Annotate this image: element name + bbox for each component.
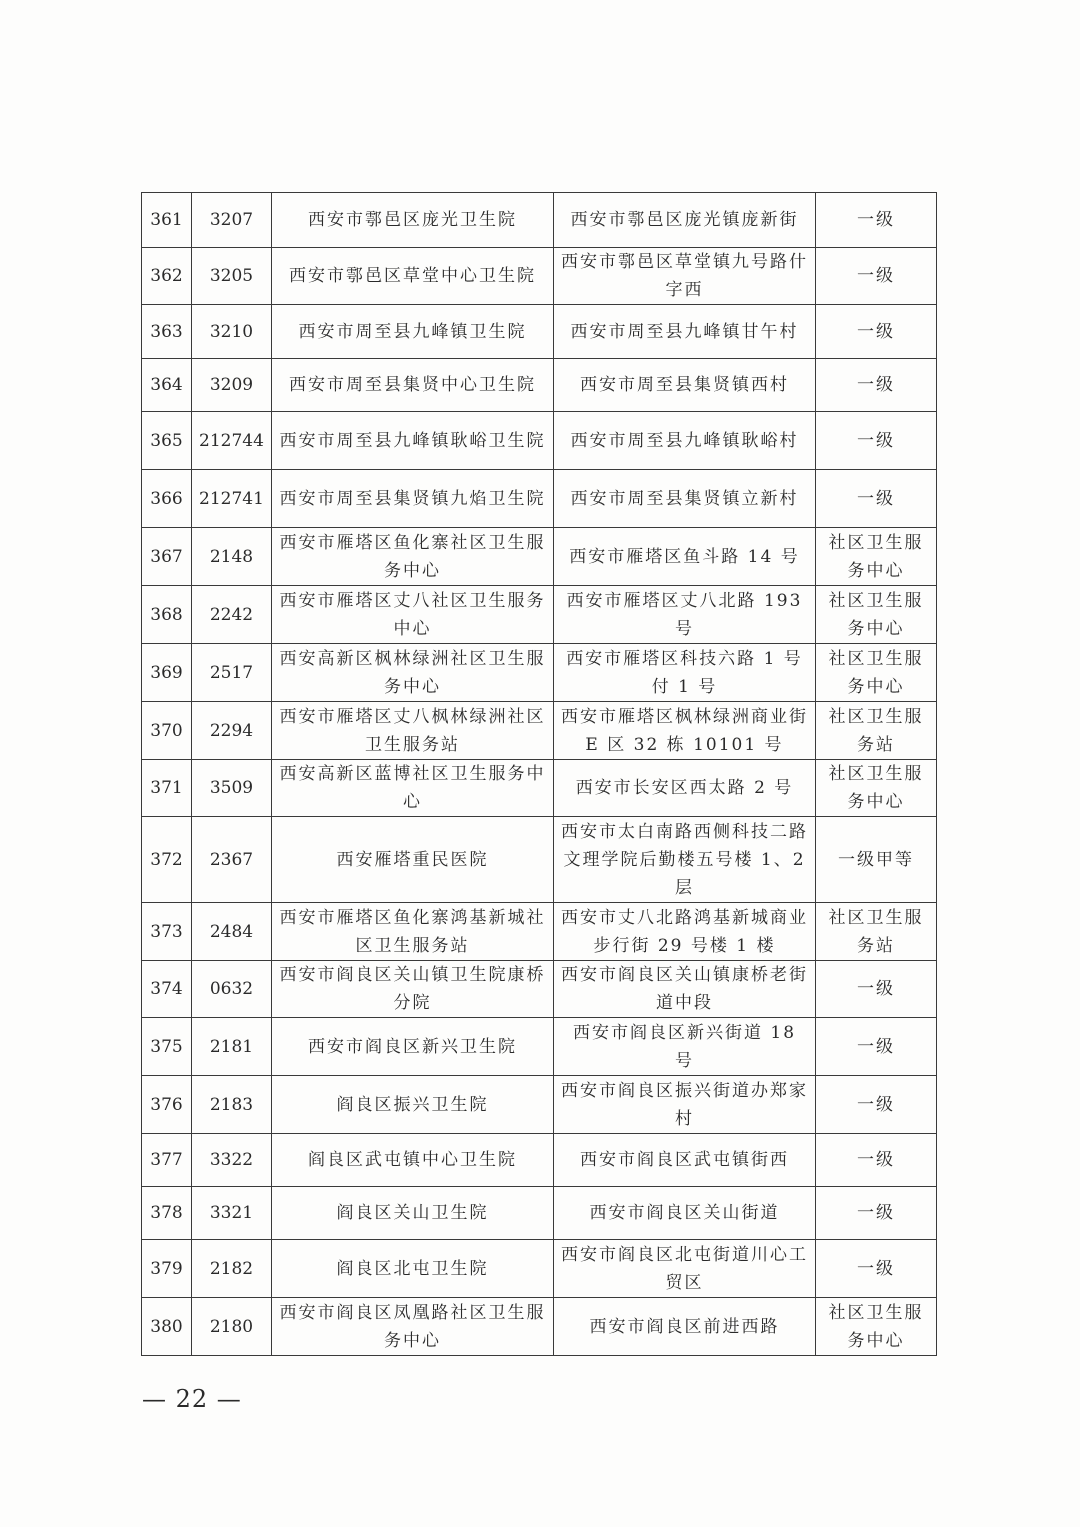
cell-code: 2517: [192, 644, 272, 702]
cell-code: 2148: [192, 528, 272, 586]
cell-seq: 363: [142, 305, 192, 359]
table-row: [142, 1076, 937, 1134]
cell-code: 2242: [192, 586, 272, 644]
cell-code: 3509: [192, 760, 272, 817]
cell-name: 西安市鄠邑区庞光卫生院: [272, 193, 554, 248]
cell-code: 2181: [192, 1018, 272, 1076]
cell-name: 阎良区武屯镇中心卫生院: [272, 1134, 554, 1187]
cell-address: 西安市雁塔区鱼斗路 14 号: [554, 528, 816, 586]
table-row: [142, 961, 937, 1018]
cell-level: 一级: [816, 248, 937, 305]
cell-level: 一级: [816, 1187, 937, 1240]
cell-level: 社区卫生服务站: [816, 903, 937, 961]
cell-code: 3210: [192, 305, 272, 359]
cell-address: 西安市鄠邑区草堂镇九号路什字西: [554, 248, 816, 305]
cell-name: 西安市雁塔区鱼化寨社区卫生服务中心: [272, 528, 554, 586]
cell-name: 西安高新区蓝博社区卫生服务中心: [272, 760, 554, 817]
cell-address: 西安市阎良区关山镇康桥老街道中段: [554, 961, 816, 1018]
cell-seq: 378: [142, 1187, 192, 1240]
cell-seq: 362: [142, 248, 192, 305]
table-row: [142, 586, 937, 644]
cell-code: 3321: [192, 1187, 272, 1240]
cell-level: 社区卫生服务中心: [816, 760, 937, 817]
cell-name: 西安市鄠邑区草堂中心卫生院: [272, 248, 554, 305]
cell-seq: 370: [142, 702, 192, 760]
cell-name: 阎良区北屯卫生院: [272, 1240, 554, 1298]
table-row: [142, 1187, 937, 1240]
cell-address: 西安市长安区西太路 2 号: [554, 760, 816, 817]
cell-address: 西安市太白南路西侧科技二路文理学院后勤楼五号楼 1、2 层: [554, 817, 816, 903]
cell-code: 2182: [192, 1240, 272, 1298]
table-row: [142, 1240, 937, 1298]
cell-name: 阎良区关山卫生院: [272, 1187, 554, 1240]
cell-seq: 367: [142, 528, 192, 586]
cell-code: 2183: [192, 1076, 272, 1134]
cell-code: 0632: [192, 961, 272, 1018]
cell-level: 社区卫生服务中心: [816, 644, 937, 702]
cell-seq: 373: [142, 903, 192, 961]
cell-code: 3205: [192, 248, 272, 305]
cell-name: 西安高新区枫林绿洲社区卫生服务中心: [272, 644, 554, 702]
cell-seq: 379: [142, 1240, 192, 1298]
cell-level: 社区卫生服务中心: [816, 1298, 937, 1356]
cell-name: 阎良区振兴卫生院: [272, 1076, 554, 1134]
cell-seq: 366: [142, 470, 192, 528]
table-row: [142, 412, 937, 470]
table-row: [142, 1298, 937, 1356]
cell-level: 一级: [816, 1240, 937, 1298]
cell-level: 社区卫生服务中心: [816, 528, 937, 586]
cell-address: 西安市阎良区北屯街道川心工贸区: [554, 1240, 816, 1298]
cell-address: 西安市雁塔区科技六路 1 号付 1 号: [554, 644, 816, 702]
cell-level: 一级: [816, 1076, 937, 1134]
table-row: [142, 470, 937, 528]
table-row: [142, 248, 937, 305]
cell-name: 西安市阎良区凤凰路社区卫生服务中心: [272, 1298, 554, 1356]
cell-code: 2180: [192, 1298, 272, 1356]
cell-level: 一级: [816, 961, 937, 1018]
cell-address: 西安市鄠邑区庞光镇庞新街: [554, 193, 816, 248]
cell-code: 3209: [192, 359, 272, 412]
cell-code: 2484: [192, 903, 272, 961]
cell-code: 2294: [192, 702, 272, 760]
table-row: [142, 760, 937, 817]
table-row: [142, 359, 937, 412]
cell-address: 西安市雁塔区丈八北路 193 号: [554, 586, 816, 644]
table-row: [142, 817, 937, 903]
cell-name: 西安市雁塔区丈八枫林绿洲社区卫生服务站: [272, 702, 554, 760]
hospital-table: [141, 192, 937, 1356]
cell-address: 西安市阎良区振兴街道办郑家村: [554, 1076, 816, 1134]
cell-address: 西安市周至县集贤镇立新村: [554, 470, 816, 528]
table-row: [142, 644, 937, 702]
cell-level: 一级: [816, 305, 937, 359]
cell-seq: 377: [142, 1134, 192, 1187]
cell-code: 3322: [192, 1134, 272, 1187]
cell-address: 西安市丈八北路鸿基新城商业步行街 29 号楼 1 楼: [554, 903, 816, 961]
cell-seq: 380: [142, 1298, 192, 1356]
cell-seq: 371: [142, 760, 192, 817]
cell-name: 西安市周至县九峰镇卫生院: [272, 305, 554, 359]
table-row: [142, 702, 937, 760]
cell-name: 西安市阎良区新兴卫生院: [272, 1018, 554, 1076]
cell-code: 212744: [192, 412, 272, 470]
cell-level: 一级: [816, 1018, 937, 1076]
cell-seq: 361: [142, 193, 192, 248]
cell-address: 西安市阎良区武屯镇街西: [554, 1134, 816, 1187]
cell-name: 西安市周至县九峰镇耿峪卫生院: [272, 412, 554, 470]
hospital-table-body: [142, 193, 937, 1356]
cell-name: 西安市雁塔区丈八社区卫生服务中心: [272, 586, 554, 644]
cell-name: 西安市周至县集贤镇九焰卫生院: [272, 470, 554, 528]
cell-address: 西安市雁塔区枫林绿洲商业街 E 区 32 栋 10101 号: [554, 702, 816, 760]
cell-level: 一级: [816, 1134, 937, 1187]
cell-address: 西安市周至县集贤镇西村: [554, 359, 816, 412]
table-row: [142, 305, 937, 359]
table-row: [142, 1134, 937, 1187]
table-row: [142, 193, 937, 248]
cell-name: 西安雁塔重民医院: [272, 817, 554, 903]
cell-seq: 369: [142, 644, 192, 702]
cell-level: 一级: [816, 470, 937, 528]
cell-name: 西安市阎良区关山镇卫生院康桥分院: [272, 961, 554, 1018]
cell-address: 西安市阎良区关山街道: [554, 1187, 816, 1240]
cell-level: 一级甲等: [816, 817, 937, 903]
cell-seq: 372: [142, 817, 192, 903]
cell-address: 西安市周至县九峰镇甘午村: [554, 305, 816, 359]
cell-name: 西安市周至县集贤中心卫生院: [272, 359, 554, 412]
cell-level: 一级: [816, 193, 937, 248]
cell-seq: 368: [142, 586, 192, 644]
table-row: [142, 1018, 937, 1076]
table-row: [142, 903, 937, 961]
cell-seq: 364: [142, 359, 192, 412]
page-number: — 22 —: [142, 1385, 242, 1413]
cell-seq: 375: [142, 1018, 192, 1076]
cell-code: 3207: [192, 193, 272, 248]
table-row: [142, 528, 937, 586]
cell-code: 2367: [192, 817, 272, 903]
cell-seq: 365: [142, 412, 192, 470]
cell-level: 一级: [816, 359, 937, 412]
cell-level: 社区卫生服务站: [816, 702, 937, 760]
cell-level: 社区卫生服务中心: [816, 586, 937, 644]
cell-seq: 374: [142, 961, 192, 1018]
cell-address: 西安市阎良区前进西路: [554, 1298, 816, 1356]
cell-address: 西安市阎良区新兴街道 18 号: [554, 1018, 816, 1076]
cell-seq: 376: [142, 1076, 192, 1134]
cell-name: 西安市雁塔区鱼化寨鸿基新城社区卫生服务站: [272, 903, 554, 961]
cell-level: 一级: [816, 412, 937, 470]
cell-address: 西安市周至县九峰镇耿峪村: [554, 412, 816, 470]
cell-code: 212741: [192, 470, 272, 528]
